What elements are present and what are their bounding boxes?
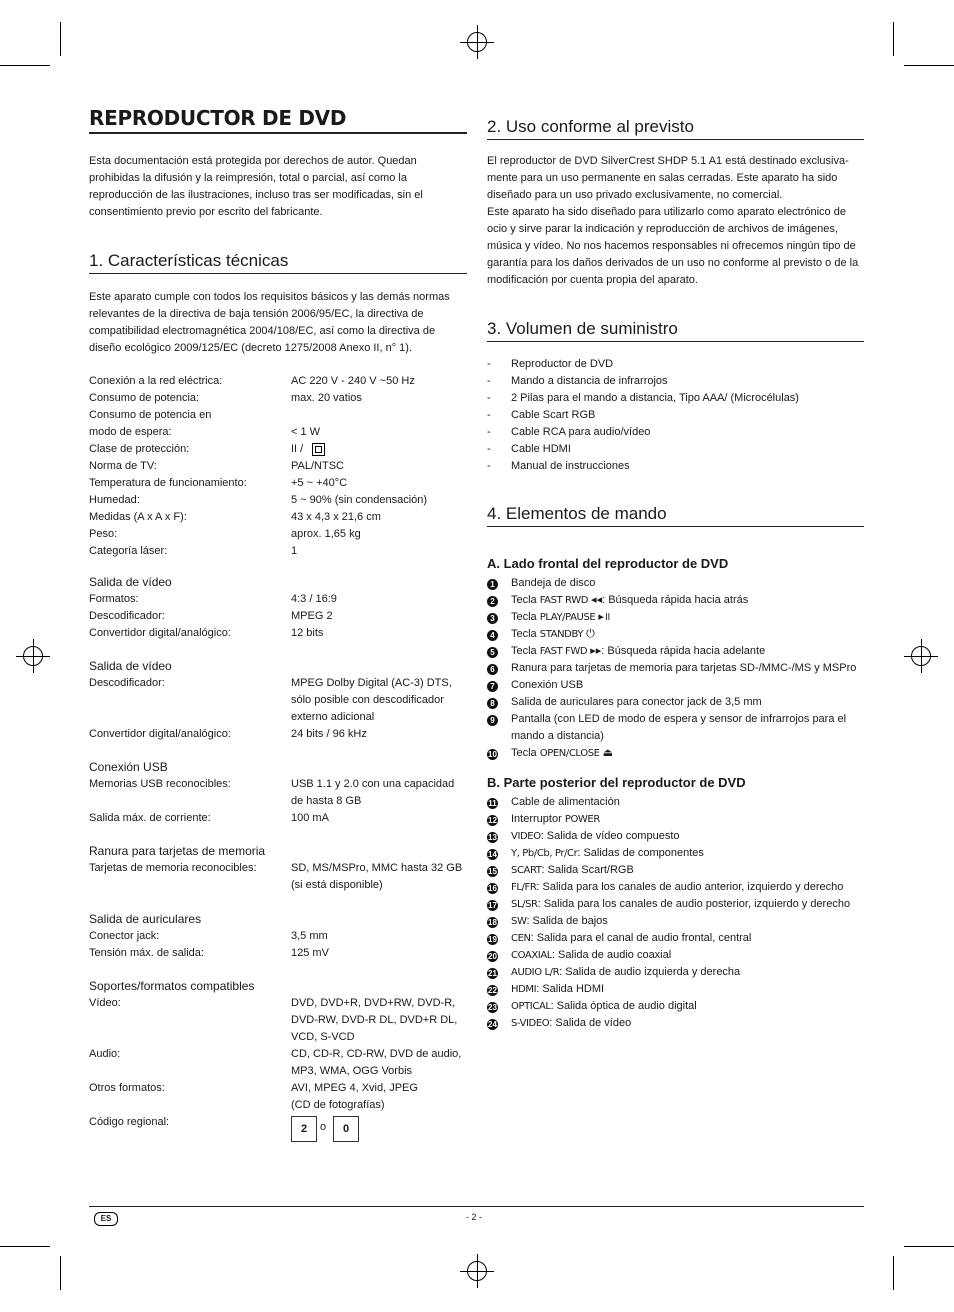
spec-value: USB 1.1 y 2.0 con una capacidad (291, 778, 455, 790)
spec-label: Convertidor digital/analógico: (89, 627, 231, 639)
list-item: FL/FR: Salida para los canales de audio anterior, izquierdo y derecho (511, 881, 844, 893)
spec-label: Descodificador: (89, 610, 165, 622)
spec-label: Consumo de potencia en (89, 409, 212, 421)
bullet-dash: - (487, 460, 491, 472)
spec-label: Tensión máx. de salida: (89, 947, 204, 959)
spec-value: 100 mA (291, 812, 329, 824)
item-number-badge: 12 (488, 816, 497, 825)
list-item: VIDEO: Salida de vídeo compuesto (511, 830, 680, 842)
list-item: Tecla OPEN/CLOSE ⏏ (511, 747, 614, 759)
spec-label: Convertidor digital/analógico: (89, 728, 231, 740)
list-item: Reproductor de DVD (511, 358, 614, 370)
list-item: Manual de instrucciones (511, 460, 630, 472)
spec-value: sólo posible con descodificador (291, 694, 444, 706)
bullet-dash: - (487, 443, 491, 455)
list-item: Ranura para tarjetas de memoria para tarjetas SD-/MMC-/MS y MSPro (511, 662, 857, 674)
item-number-badge: 22 (488, 986, 497, 995)
spec-value: DVD, DVD+R, DVD+RW, DVD-R, (291, 997, 456, 1009)
item-number-badge: 6 (487, 663, 498, 675)
text-line: Este aparato ha sido diseñado para utilizarlo como aparato electrónico de (487, 206, 846, 218)
list-item: OPTICAL: Salida óptica de audio digital (511, 1000, 697, 1012)
text-line: diseñado para un uso privado exclusivamente, no comercial. (487, 189, 783, 201)
spec-group-heading: Salida de auriculares (89, 912, 202, 926)
spec-value: MP3, WMA, OGG Vorbis (291, 1065, 413, 1077)
spec-label: Conexión a la red eléctrica: (89, 375, 223, 387)
spec-label: Consumo de potencia: (89, 392, 200, 404)
registration-mark (16, 639, 50, 673)
item-number-badge: 21 (488, 969, 497, 978)
spec-label: Conector jack: (89, 930, 160, 942)
subsection-heading: A. Lado frontal del reproductor de DVD (487, 556, 729, 571)
section-text: Este aparato cumple con todos los requisitos básicos y las demás normas relevantes de la directiva de baja tensión 2006/95/EC, la directiva de compatibilidad electromagnética 2004/108/EC, así como la directiva de diseño ecológico 2009/125/EC (decreto 1275/2008 Anexo II, n° 1). (89, 291, 450, 354)
text-line: El reproductor de DVD SilverCrest SHDP 5.1 A1 está destinado exclusiva- (487, 155, 849, 167)
list-item: Tecla FAST FWD ▸▸: Búsqueda rápida hacia adelante (511, 645, 766, 657)
item-number-badge: 14 (488, 850, 497, 859)
list-item: Pantalla (con LED de modo de espera y sensor de infrarrojos para el (511, 713, 847, 725)
text-line: garantía para los daños derivados de un uso no conforme al previsto o de la (487, 257, 859, 269)
spec-label: Salida máx. de corriente: (89, 812, 211, 824)
spec-value: 24 bits / 96 kHz (291, 728, 367, 740)
spec-label: modo de espera: (89, 426, 172, 438)
list-item: Tecla FAST RWD ◂◂: Búsqueda rápida hacia atrás (511, 594, 749, 606)
list-item: S-VIDEO: Salida de vídeo (511, 1017, 632, 1029)
item-number-badge: 4 (487, 629, 498, 641)
page-title: REPRODUCTOR DE DVD (89, 106, 347, 130)
item-number-badge: 5 (487, 646, 498, 658)
item-number-badge: 16 (488, 884, 497, 893)
spec-value: 1 (291, 545, 298, 557)
text-line: modificación por cuenta propia del aparato. (487, 274, 698, 286)
spec-value: 12 bits (291, 627, 324, 639)
spec-value: MPEG Dolby Digital (AC-3) DTS, (291, 677, 452, 689)
registration-mark (460, 25, 494, 59)
spec-group-heading: Ranura para tarjetas de memoria (89, 844, 266, 858)
item-number-badge: 3 (487, 612, 498, 624)
bullet-dash: - (487, 375, 491, 387)
spec-value: AVI, MPEG 4, Xvid, JPEG (291, 1082, 418, 1094)
spec-label: Código regional: (89, 1116, 170, 1128)
list-item: CEN: Salida para el canal de audio frontal, central (511, 932, 752, 944)
item-number-badge: 8 (487, 697, 498, 709)
spec-label: Audio: (89, 1048, 121, 1060)
list-item: Conexión USB (511, 679, 584, 691)
text-line: ocio y sirve parar la indicación y reproducción de archivos de imágenes, (487, 223, 838, 235)
spec-value: DVD-RW, DVD-R DL, DVD+R DL, (291, 1014, 458, 1026)
list-item: HDMI: Salida HDMI (511, 983, 605, 995)
bullet-dash: - (487, 409, 491, 421)
spec-value: SD, MS/MSPro, MMC hasta 32 GB (291, 862, 463, 874)
spec-value: CD, CD-R, CD-RW, DVD de audio, (291, 1048, 462, 1060)
spec-value: VCD, S-VCD (291, 1031, 355, 1043)
item-number-badge: 20 (488, 952, 497, 961)
spec-value: de hasta 8 GB (291, 795, 362, 807)
registration-mark (904, 639, 938, 673)
spec-label: Tarjetas de memoria reconocibles: (89, 862, 257, 874)
spec-value: PAL/NTSC (291, 460, 344, 472)
spec-value: externo adicional (291, 711, 375, 723)
list-item: Bandeja de disco (511, 577, 596, 589)
region-0-icon: 0 (333, 1116, 359, 1142)
spec-group-heading: Salida de vídeo (89, 659, 172, 673)
list-item: Cable HDMI (511, 443, 571, 455)
spec-value: 125 mV (291, 947, 329, 959)
item-number-badge: 2 (487, 595, 498, 607)
class-ii-icon (312, 443, 325, 456)
intro-text: Esta documentación está protegida por derechos de autor. Quedan prohibidas la difusión y la reimpresión, total o parcial, así como la reproducción de las ilustraciones, incluso tras ser modificadas, sin el consentimiento previo por escrito del fabricante. (89, 155, 423, 218)
bullet-dash: - (487, 358, 491, 370)
spec-value: MPEG 2 (291, 610, 333, 622)
item-number-badge: 19 (488, 935, 497, 944)
section-heading: 2. Uso conforme al previsto (487, 117, 694, 136)
list-item: Salida de auriculares para conector jack de 3,5 mm (511, 696, 762, 708)
list-item: SW: Salida de bajos (511, 915, 608, 927)
item-number-badge: 9 (487, 714, 498, 726)
list-item: mando a distancia) (511, 730, 604, 742)
section-heading: 4. Elementos de mando (487, 504, 667, 523)
spec-value: (si está disponible) (291, 879, 383, 891)
item-number-badge: 11 (488, 799, 497, 808)
spec-label: Peso: (89, 528, 118, 540)
list-item: COAXIAL: Salida de audio coaxial (511, 949, 672, 961)
spec-label: Categoría láser: (89, 545, 168, 557)
item-number-badge: 17 (488, 901, 497, 910)
spec-label: Descodificador: (89, 677, 165, 689)
spec-value: 4:3 / 16:9 (291, 593, 337, 605)
spec-value: (CD de fotografías) (291, 1099, 385, 1111)
spec-value: 43 x 4,3 x 21,6 cm (291, 511, 381, 523)
region-2-icon: 2 (291, 1116, 317, 1142)
item-number-badge: 13 (488, 833, 497, 842)
list-item: SCART: Salida Scart/RGB (511, 864, 634, 876)
spec-value: AC 220 V - 240 V ~50 Hz (291, 375, 415, 387)
registration-mark (460, 1254, 494, 1288)
spec-label: Norma de TV: (89, 460, 157, 472)
spec-group-heading: Salida de vídeo (89, 575, 172, 589)
spec-label: Otros formatos: (89, 1082, 165, 1094)
list-item: Cable RCA para audio/vídeo (511, 426, 651, 438)
region-separator: o (320, 1121, 327, 1133)
spec-value: aprox. 1,65 kg (291, 528, 361, 540)
list-item: Tecla STANDBY ⏻ (511, 628, 595, 640)
spec-label: Memorias USB reconocibles: (89, 778, 231, 790)
spec-label: Temperatura de funcionamiento: (89, 477, 247, 489)
spec-value: 5 ~ 90% (sin condensación) (291, 494, 428, 506)
text-line: música y vídeo. No nos hacemos responsables ni ofrecemos ningún tipo de (487, 240, 856, 252)
list-item: Tecla PLAY/PAUSE ▸॥ (511, 611, 611, 623)
spec-value: +5 ~ +40°C (291, 477, 348, 489)
spec-group-heading: Soportes/formatos compatibles (89, 979, 255, 993)
bullet-dash: - (487, 392, 491, 404)
list-item: SL/SR: Salida para los canales de audio posterior, izquierdo y derecho (511, 898, 851, 910)
language-badge: ES (94, 1212, 118, 1226)
list-item: Y, Pb/Cb, Pr/Cr: Salidas de componentes (511, 847, 704, 859)
spec-value: II / (291, 443, 304, 455)
spec-value: 3,5 mm (291, 930, 328, 942)
spec-group-heading: Conexión USB (89, 760, 168, 774)
item-number-badge: 18 (488, 918, 497, 927)
item-number-badge: 1 (487, 578, 498, 590)
list-item: 2 Pilas para el mando a distancia, Tipo AAA/ (Microcélulas) (511, 392, 799, 404)
text-line: mente para un uso permanente en salas cerradas. Este aparato ha sido (487, 172, 838, 184)
spec-label: Medidas (A x A x F): (89, 511, 187, 523)
item-number-badge: 24 (488, 1020, 497, 1029)
subsection-heading: B. Parte posterior del reproductor de DVD (487, 775, 746, 790)
list-item: Interruptor POWER (511, 813, 600, 825)
item-number-badge: 7 (487, 680, 498, 692)
item-number-badge: 15 (488, 867, 497, 876)
bullet-dash: - (487, 426, 491, 438)
list-item: Cable de alimentación (511, 796, 620, 808)
list-item: AUDIO L/R: Salida de audio izquierda y derecha (511, 966, 741, 978)
item-number-badge: 23 (488, 1003, 497, 1012)
spec-label: Vídeo: (89, 997, 121, 1009)
spec-label: Clase de protección: (89, 443, 190, 455)
page-number: - 2 - (466, 1212, 483, 1222)
spec-label: Formatos: (89, 593, 139, 605)
list-item: Mando a distancia de infrarrojos (511, 375, 668, 387)
section-heading: 1. Características técnicas (89, 251, 289, 270)
spec-value: max. 20 vatios (291, 392, 362, 404)
spec-label: Humedad: (89, 494, 140, 506)
list-item: Cable Scart RGB (511, 409, 596, 421)
item-number-badge: 10 (488, 750, 497, 759)
spec-value: < 1 W (291, 426, 321, 438)
section-heading: 3. Volumen de suministro (487, 319, 678, 338)
